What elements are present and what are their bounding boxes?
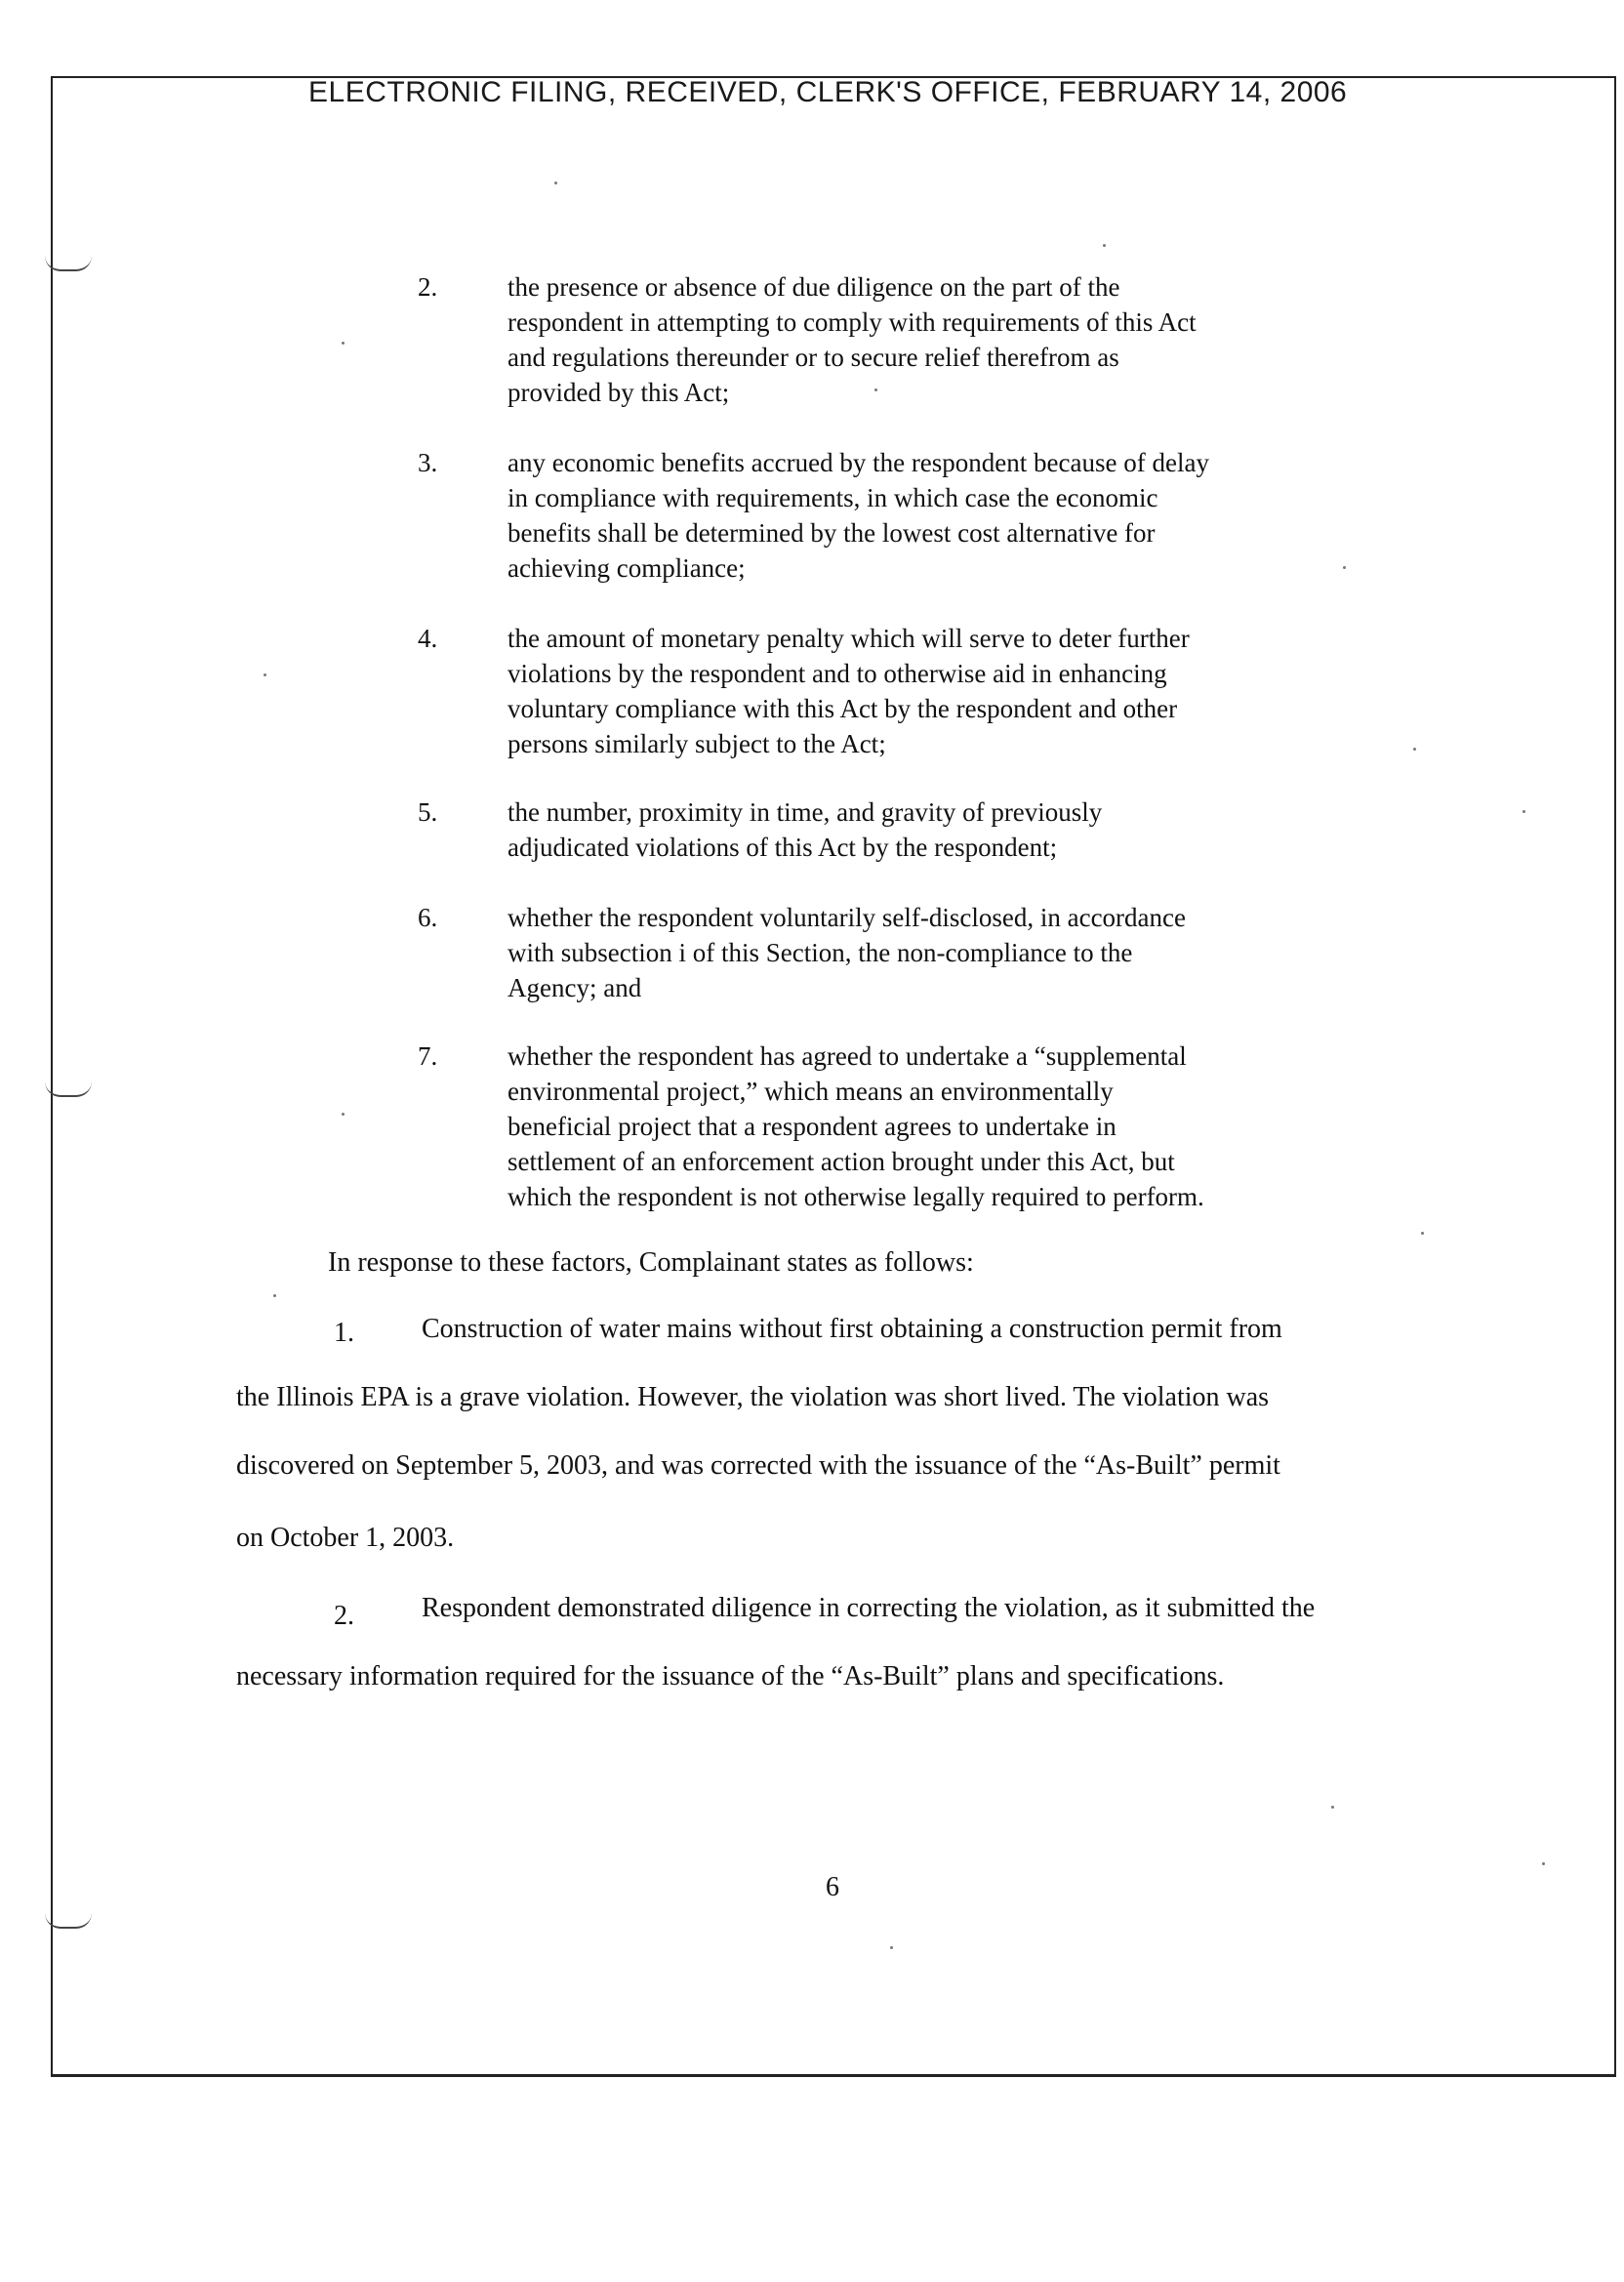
filing-stamp-header: ELECTRONIC FILING, RECEIVED, CLERK'S OFFICE, FEBRUARY 14, 2006 [308, 76, 1348, 108]
factor-line: the amount of monetary penalty which will serve to deter further [508, 624, 1190, 653]
scan-speck [1421, 1232, 1424, 1235]
factor-number: 3. [418, 448, 438, 477]
factor-line: the presence or absence of due diligence on the part of the [508, 272, 1120, 302]
factor-line: in compliance with requirements, in which case the economic [508, 483, 1158, 512]
scan-speck [1413, 748, 1416, 751]
response-paragraph-line: on October 1, 2003. [236, 1523, 455, 1553]
scan-speck [890, 1946, 893, 1949]
factor-text [508, 445, 1386, 586]
scan-speck [342, 342, 345, 345]
factor-line: Agency; and [508, 973, 642, 1002]
scan-speck [554, 182, 557, 184]
response-paragraph-line: the Illinois EPA is a grave violation. However, the violation was short lived. The violation was [236, 1382, 1270, 1412]
factor-line: benefits shall be determined by the lowest cost alternative for [508, 518, 1156, 548]
response-intro: In response to these factors, Complainant states as follows: [328, 1247, 974, 1278]
factor-line: respondent in attempting to comply with requirements of this Act [508, 307, 1197, 337]
response-paragraph-number: 1. [334, 1318, 354, 1348]
factor-line: adjudicated violations of this Act by the respondent; [508, 833, 1058, 862]
scan-speck [1103, 244, 1106, 247]
factor-line: persons similarly subject to the Act; [508, 729, 886, 758]
factor-number: 7. [418, 1041, 438, 1071]
factor-line: achieving compliance; [508, 553, 746, 583]
factor-line: beneficial project that a respondent agrees to undertake in [508, 1112, 1116, 1141]
factor-line: whether the respondent has agreed to undertake a “supplemental [508, 1041, 1187, 1071]
factor-line: and regulations thereunder or to secure relief therefrom as [508, 343, 1119, 372]
factor-line: voluntary compliance with this Act by the respondent and other [508, 694, 1178, 723]
response-paragraph-line: Construction of water mains without first obtaining a construction permit from [422, 1314, 1282, 1344]
page-number: 6 [826, 1872, 839, 1902]
response-paragraph-number: 2. [334, 1601, 354, 1631]
factor-text [508, 269, 1386, 410]
scan-speck [264, 673, 266, 676]
factor-line: whether the respondent voluntarily self-disclosed, in accordance [508, 903, 1186, 932]
factor-number: 5. [418, 797, 438, 827]
factor-line: environmental project,” which means an environmentally [508, 1077, 1114, 1106]
factor-line: violations by the respondent and to otherwise aid in enhancing [508, 659, 1167, 688]
factor-line: settlement of an enforcement action brought under this Act, but [508, 1147, 1175, 1176]
factor-number: 2. [418, 272, 438, 302]
factor-text [508, 621, 1386, 761]
scan-speck [342, 1113, 345, 1116]
factor-text [508, 795, 1386, 865]
factor-line: with subsection i of this Section, the non-compliance to the [508, 938, 1133, 967]
scan-speck [1522, 810, 1525, 813]
scan-speck [273, 1294, 276, 1297]
response-paragraph-line: Respondent demonstrated diligence in correcting the violation, as it submitted the [422, 1593, 1316, 1623]
response-paragraph-line: necessary information required for the issuance of the “As-Built” plans and specifications. [236, 1661, 1225, 1691]
scan-speck [874, 388, 877, 391]
response-paragraph-line: discovered on September 5, 2003, and was corrected with the issuance of the “As-Built” permit [236, 1450, 1280, 1481]
factor-text [508, 1039, 1386, 1214]
scan-speck [1343, 566, 1346, 569]
factor-line: any economic benefits accrued by the respondent because of delay [508, 448, 1209, 477]
factor-line: provided by this Act; [508, 378, 730, 407]
factor-line: which the respondent is not otherwise legally required to perform. [508, 1182, 1204, 1211]
factor-line: the number, proximity in time, and gravity of previously [508, 797, 1103, 827]
factor-number: 6. [418, 903, 438, 932]
scan-speck [1542, 1862, 1545, 1865]
factor-number: 4. [418, 624, 438, 653]
scan-speck [1331, 1806, 1334, 1809]
factor-text [508, 900, 1386, 1005]
